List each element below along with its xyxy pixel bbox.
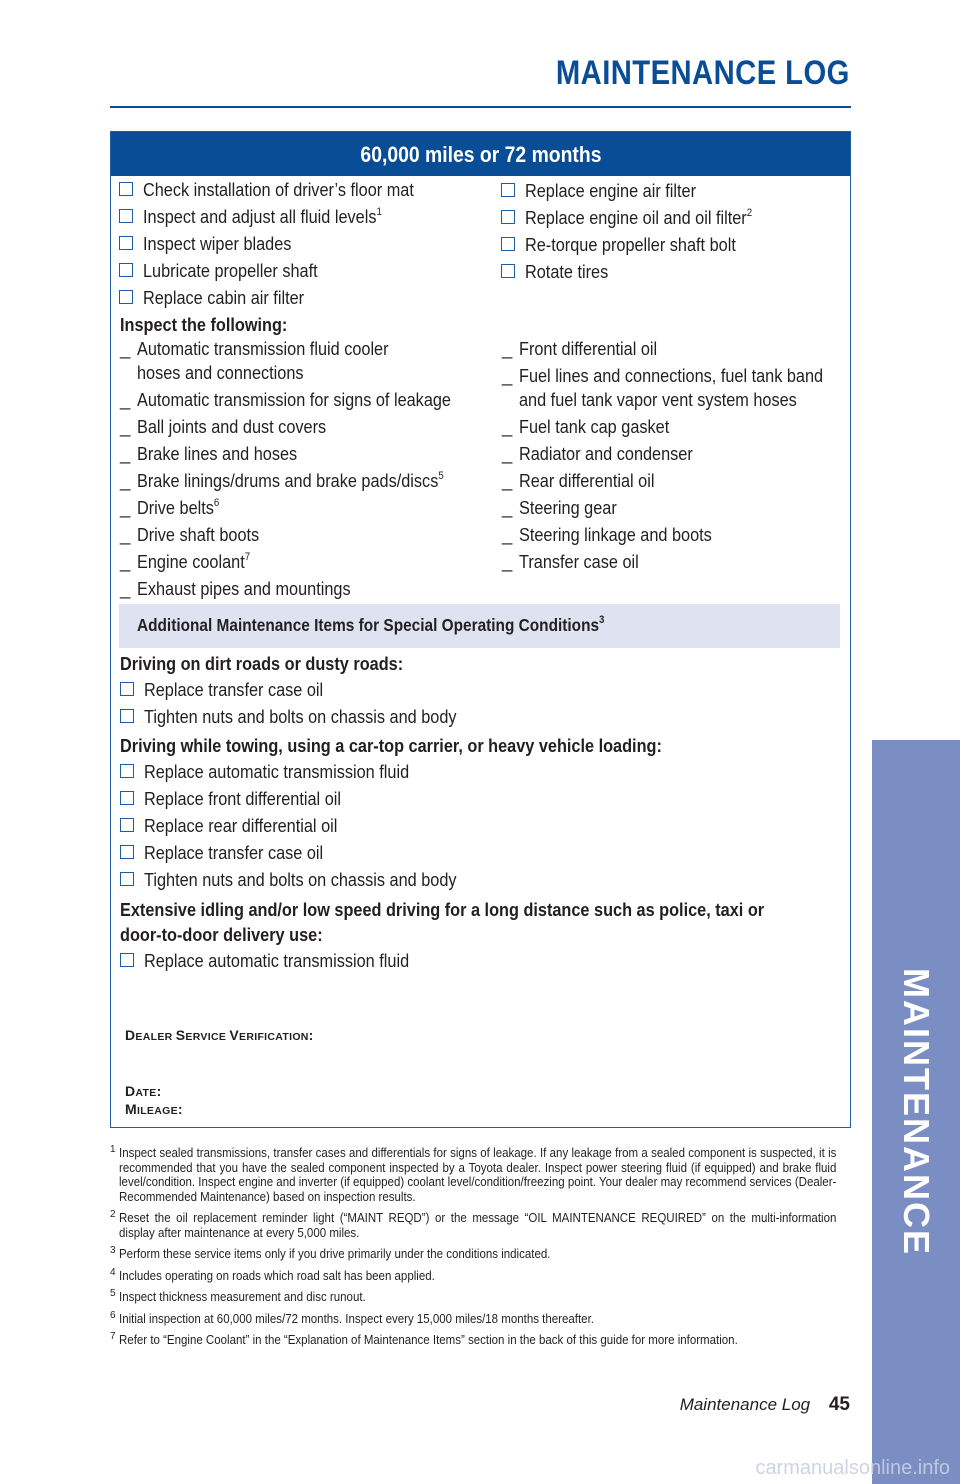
item-label: Lubricate propeller shaft bbox=[143, 260, 318, 281]
footnote-text: Reset the oil replacement reminder light (“MAINT REQD”) or the message “OIL MAINTENANCE REQUIRED” on the multi-information display after maintenance at every 5,000 miles. bbox=[119, 1211, 837, 1240]
inspect-item-label: Ball joints and dust covers bbox=[137, 416, 327, 437]
condition-heading: Driving on dirt roads or dusty roads: bbox=[120, 653, 404, 674]
checkbox[interactable] bbox=[501, 210, 515, 224]
dash-bullet: _ bbox=[120, 338, 131, 359]
page-footer bbox=[680, 1394, 850, 1416]
checkbox[interactable] bbox=[120, 791, 134, 805]
condition-item bbox=[120, 758, 840, 785]
footnote-text: Refer to “Engine Coolant” in the “Explanation of Maintenance Items” section in the back of this guide for more information. bbox=[119, 1333, 738, 1347]
item-label: Tighten nuts and bolts on chassis and body bbox=[144, 869, 457, 890]
page-number: 45 bbox=[828, 1394, 850, 1415]
inspect-item-label: Automatic transmission for signs of leakage bbox=[137, 389, 451, 410]
checklist-item bbox=[119, 230, 451, 257]
item-label: Replace transfer case oil bbox=[144, 679, 324, 700]
inspect-item bbox=[502, 337, 865, 361]
inspect-item-label: Front differential oil bbox=[519, 338, 658, 359]
dash-bullet: _ bbox=[120, 497, 131, 518]
interval-header bbox=[111, 132, 850, 176]
checklist-item bbox=[119, 176, 451, 203]
inspect-item-label: Engine coolant$^7$ bbox=[137, 550, 251, 572]
condition-item bbox=[120, 866, 840, 893]
dash-bullet: _ bbox=[502, 497, 513, 518]
inspect-item bbox=[120, 577, 494, 601]
footnotes bbox=[110, 1146, 841, 1355]
dash-bullet: _ bbox=[120, 524, 131, 545]
footnote bbox=[110, 1333, 841, 1348]
footnote-number: 3 bbox=[110, 1245, 116, 1256]
inspect-item bbox=[502, 364, 865, 412]
inspect-item bbox=[120, 523, 494, 547]
item-label: Tighten nuts and bolts on chassis and body bbox=[144, 706, 457, 727]
checklist-columns bbox=[111, 176, 850, 316]
dash-bullet: _ bbox=[502, 416, 513, 437]
additional-maintenance-banner bbox=[119, 604, 840, 648]
dash-bullet: _ bbox=[120, 578, 131, 599]
footnote-number: 1 bbox=[110, 1144, 116, 1155]
checkbox[interactable] bbox=[501, 183, 515, 197]
inspect-item-label: Fuel tank cap gasket bbox=[519, 416, 670, 437]
title-divider bbox=[110, 106, 851, 108]
condition-heading: Driving while towing, using a car-top carrier, or heavy vehicle loading: bbox=[120, 735, 662, 756]
footnote-text: Initial inspection at 60,000 miles/72 months. Inspect every 15,000 miles/18 months thereafter. bbox=[119, 1311, 594, 1326]
condition-item bbox=[120, 812, 840, 839]
footnote bbox=[110, 1146, 841, 1204]
condition-item bbox=[120, 947, 840, 974]
checkbox[interactable] bbox=[119, 263, 133, 277]
inspect-item-label: Automatic transmission fluid cooler hoses and connections bbox=[137, 338, 389, 383]
checkbox[interactable] bbox=[120, 818, 134, 832]
inspect-heading: Inspect the following: bbox=[120, 314, 288, 335]
item-label: Check installation of driver’s floor mat bbox=[143, 179, 414, 200]
checkbox[interactable] bbox=[120, 872, 134, 886]
condition-heading: Extensive idling and/or low speed driving for a long distance such as police, taxi or door-to-door delivery use: bbox=[120, 899, 765, 945]
inspect-item bbox=[120, 496, 494, 520]
inspect-item-label: Steering linkage and boots bbox=[519, 524, 712, 545]
checkbox[interactable] bbox=[120, 682, 134, 696]
checkbox[interactable] bbox=[120, 953, 134, 967]
inspect-item-label: Drive belts$^6$ bbox=[137, 496, 220, 518]
inspect-item bbox=[120, 469, 494, 493]
footnote-text: Inspect sealed transmissions, transfer cases and differentials for signs of leakage. If any leakage from a sealed component is suspected, it is recommended that you have the sealed component inspected by a Toyota dealer. Inspect power steering fluid (if equipped) and brake fluid level/condition. Inspect engine and inverter (if equipped) coolant level/condition/freezing point. Your dealer may recommend services (Dealer-Recommended Maintenance) based on inspection results. bbox=[119, 1146, 837, 1204]
checkbox[interactable] bbox=[120, 845, 134, 859]
footnote-text: Includes operating on roads which road salt has been applied. bbox=[119, 1268, 435, 1283]
inspect-list-left bbox=[120, 337, 494, 604]
item-label: Rotate tires bbox=[525, 261, 609, 282]
footnote bbox=[110, 1211, 841, 1240]
inspect-item bbox=[120, 550, 494, 574]
footer-section-name: Maintenance Log bbox=[679, 1395, 811, 1414]
inspect-item-label: Brake linings/drums and brake pads/discs$^5$ bbox=[137, 469, 444, 491]
dash-bullet: _ bbox=[120, 470, 131, 491]
checkbox[interactable] bbox=[119, 182, 133, 196]
left-checklist bbox=[119, 176, 451, 311]
inspect-item-label: Exhaust pipes and mountings bbox=[137, 578, 351, 599]
inspect-item-label: Drive shaft boots bbox=[137, 524, 260, 545]
dash-bullet: _ bbox=[502, 365, 513, 386]
inspect-item bbox=[502, 442, 865, 466]
footnote-number: 6 bbox=[110, 1309, 116, 1321]
item-label: Replace transfer case oil bbox=[144, 842, 324, 863]
dash-bullet: _ bbox=[502, 338, 513, 359]
section-side-tab[interactable] bbox=[872, 740, 960, 1484]
checkbox[interactable] bbox=[120, 764, 134, 778]
side-tab-label: MAINTENANCE bbox=[896, 968, 937, 1256]
footnote bbox=[110, 1290, 841, 1305]
inspect-item bbox=[120, 442, 494, 466]
dash-bullet: _ bbox=[502, 443, 513, 464]
inspect-item bbox=[502, 496, 865, 520]
checklist-item bbox=[501, 258, 783, 285]
footnote bbox=[110, 1266, 841, 1284]
footnote-number: 2 bbox=[110, 1209, 116, 1220]
checkbox[interactable] bbox=[120, 709, 134, 723]
inspect-item-label: Transfer case oil bbox=[519, 551, 639, 572]
item-label: Inspect wiper blades bbox=[143, 233, 292, 254]
inspect-item-label: Brake lines and hoses bbox=[137, 443, 298, 464]
footnote bbox=[110, 1309, 841, 1327]
inspect-item bbox=[120, 337, 494, 385]
item-label: Replace engine oil and oil filter$^2$ bbox=[525, 206, 753, 228]
checklist-item bbox=[119, 284, 451, 311]
inspect-item-label: Steering gear bbox=[519, 497, 617, 518]
footnote-text: Inspect thickness measurement and disc runout. bbox=[119, 1290, 366, 1304]
item-label: Re-torque propeller shaft bolt bbox=[525, 234, 736, 255]
checkbox[interactable] bbox=[501, 264, 515, 278]
inspect-item bbox=[120, 388, 494, 412]
item-label: Replace automatic transmission fluid bbox=[144, 761, 410, 782]
checklist-item bbox=[501, 204, 783, 231]
condition-item bbox=[120, 676, 840, 703]
item-label: Inspect and adjust all fluid levels$^1$ bbox=[143, 205, 382, 227]
checkbox[interactable] bbox=[501, 237, 515, 251]
maintenance-box bbox=[110, 131, 851, 1128]
item-label: Replace engine air filter bbox=[525, 180, 697, 201]
special-conditions bbox=[120, 652, 840, 974]
inspect-item bbox=[120, 415, 494, 439]
dash-bullet: _ bbox=[120, 443, 131, 464]
checklist-item bbox=[119, 203, 451, 230]
inspect-item bbox=[502, 469, 865, 493]
inspect-item-label: Fuel lines and connections, fuel tank band and fuel tank vapor vent system hoses bbox=[519, 365, 824, 410]
footnote-number: 4 bbox=[110, 1266, 116, 1278]
footnote-number: 5 bbox=[110, 1288, 116, 1299]
interval-label: 60,000 miles or 72 months bbox=[359, 142, 602, 167]
item-label: Replace front differential oil bbox=[144, 788, 341, 809]
watermark: carmanualsonline.info bbox=[755, 1457, 950, 1479]
condition-item bbox=[120, 703, 840, 730]
footnote bbox=[110, 1247, 841, 1262]
checkbox[interactable] bbox=[119, 236, 133, 250]
checklist-item bbox=[501, 231, 783, 258]
checkbox[interactable] bbox=[119, 290, 133, 304]
condition-item bbox=[120, 839, 840, 866]
dash-bullet: _ bbox=[502, 524, 513, 545]
inspect-item-label: Rear differential oil bbox=[519, 470, 655, 491]
checklist-item bbox=[501, 177, 783, 204]
additional-maintenance-title: Additional Maintenance Items for Special Operating Conditions$^3$ bbox=[137, 614, 605, 635]
footnote-text: Perform these service items only if you drive primarily under the conditions indicated. bbox=[119, 1247, 551, 1261]
inspect-list-right bbox=[502, 337, 865, 577]
dealer-service-verification: DEALER SERVICE VERIFICATION: bbox=[125, 1027, 314, 1043]
inspect-item bbox=[502, 415, 865, 439]
dash-bullet: _ bbox=[120, 389, 131, 410]
item-label: Replace cabin air filter bbox=[143, 287, 305, 308]
condition-item bbox=[120, 785, 840, 812]
dash-bullet: _ bbox=[502, 470, 513, 491]
item-label: Replace rear differential oil bbox=[144, 815, 338, 836]
dash-bullet: _ bbox=[502, 551, 513, 572]
inspect-item bbox=[502, 523, 865, 547]
checkbox[interactable] bbox=[119, 209, 133, 223]
dash-bullet: _ bbox=[120, 416, 131, 437]
checklist-item bbox=[119, 257, 451, 284]
inspect-item bbox=[502, 550, 865, 574]
item-label: Replace automatic transmission fluid bbox=[144, 950, 410, 971]
inspect-item-label: Radiator and condenser bbox=[519, 443, 693, 464]
footnote-number: 7 bbox=[110, 1331, 116, 1342]
page-title: MAINTENANCE LOG bbox=[556, 54, 850, 92]
mileage-field-label: MILEAGE: bbox=[125, 1101, 183, 1117]
date-field-label: DATE: bbox=[125, 1083, 162, 1099]
dash-bullet: _ bbox=[120, 551, 131, 572]
right-checklist bbox=[501, 177, 783, 285]
